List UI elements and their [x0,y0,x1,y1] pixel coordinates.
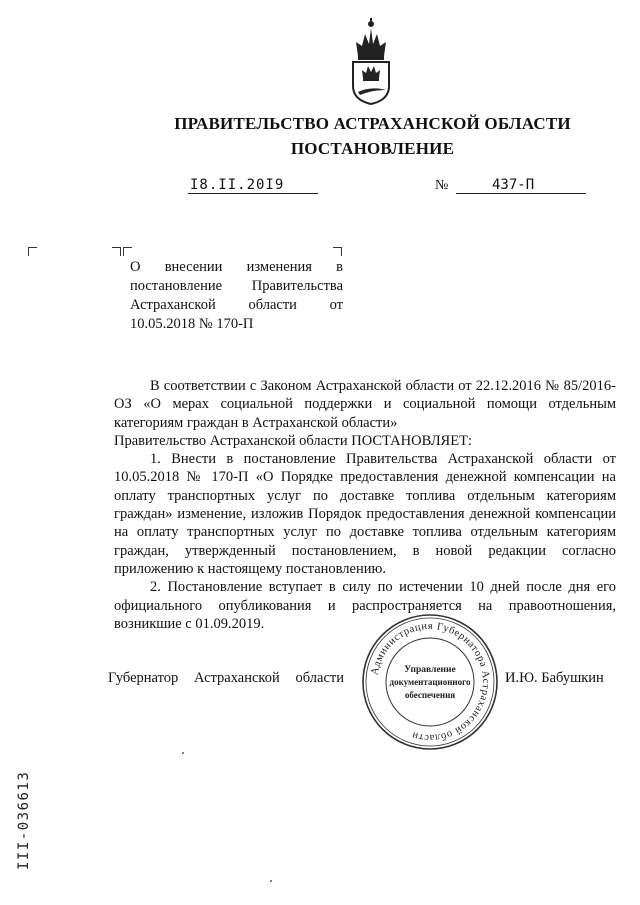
decree-date: I8.II.20I9 [188,177,318,194]
serial-number [10,730,50,870]
preamble-paragraph: В соответствии с Законом Астраханской области от 22.12.2016 № 85/2016-ОЗ «О мерах социальной поддержки и социальной помощи отдельным категориям граждан в Астраханской области» [114,378,616,431]
signatory-title: Губернатор Астраханской области [108,670,344,686]
official-stamp [360,612,500,752]
coat-of-arms-icon [346,16,396,106]
serial-number-text: III-036613 [16,770,32,870]
stamp-line-1: Управление [404,665,456,675]
corner-mark [112,247,121,256]
decree-body [114,377,616,633]
corner-mark [123,247,132,256]
corner-mark [28,247,37,256]
decree-subject: О внесении изменения в постановление Правительства Астраханской области от 10.05.2018 № 170-П [130,259,343,332]
item-1-paragraph: 1. Внести в постановление Правительства Астраханской области от 10.05.2018 № 170-П «О Порядке предоставления денежной компенсации на оплату транспортных услуг по доставке топлива отдельным категориям граждан» изменение, изложив Порядок предоставления денежной компенсации на оплату транспортных услуг по доставке топлива отдельным категориям граждан, утвержденный постановлением, в новой редакции согласно приложению к настоящему постановлению. [114,451,616,577]
stamp-line-2: документационного [389,677,471,687]
decree-number: 437-П [456,177,586,194]
item-2-paragraph: 2. Постановление вступает в силу по истечении 10 дней после дня его официального опубликования и распространяется на правоотношения, возникшие с 01.09.2019. [114,579,616,632]
signatory-name: И.Ю. Бабушкин [505,670,604,686]
stamp-line-3: обеспечения [404,690,456,700]
number-label: № [435,178,449,193]
stamp-ring-text: Администрация Губернатора Астраханской области [369,620,492,744]
org-title: ПРАВИТЕЛЬСТВО АСТРАХАНСКОЙ ОБЛАСТИ [174,114,571,133]
resolves-line: Правительство Астраханской области ПОСТАНОВЛЯЕТ: [114,432,472,449]
scan-speck [182,752,184,754]
scan-speck [270,880,272,882]
corner-mark [333,247,342,256]
doc-type-title: ПОСТАНОВЛЕНИЕ [290,139,455,158]
